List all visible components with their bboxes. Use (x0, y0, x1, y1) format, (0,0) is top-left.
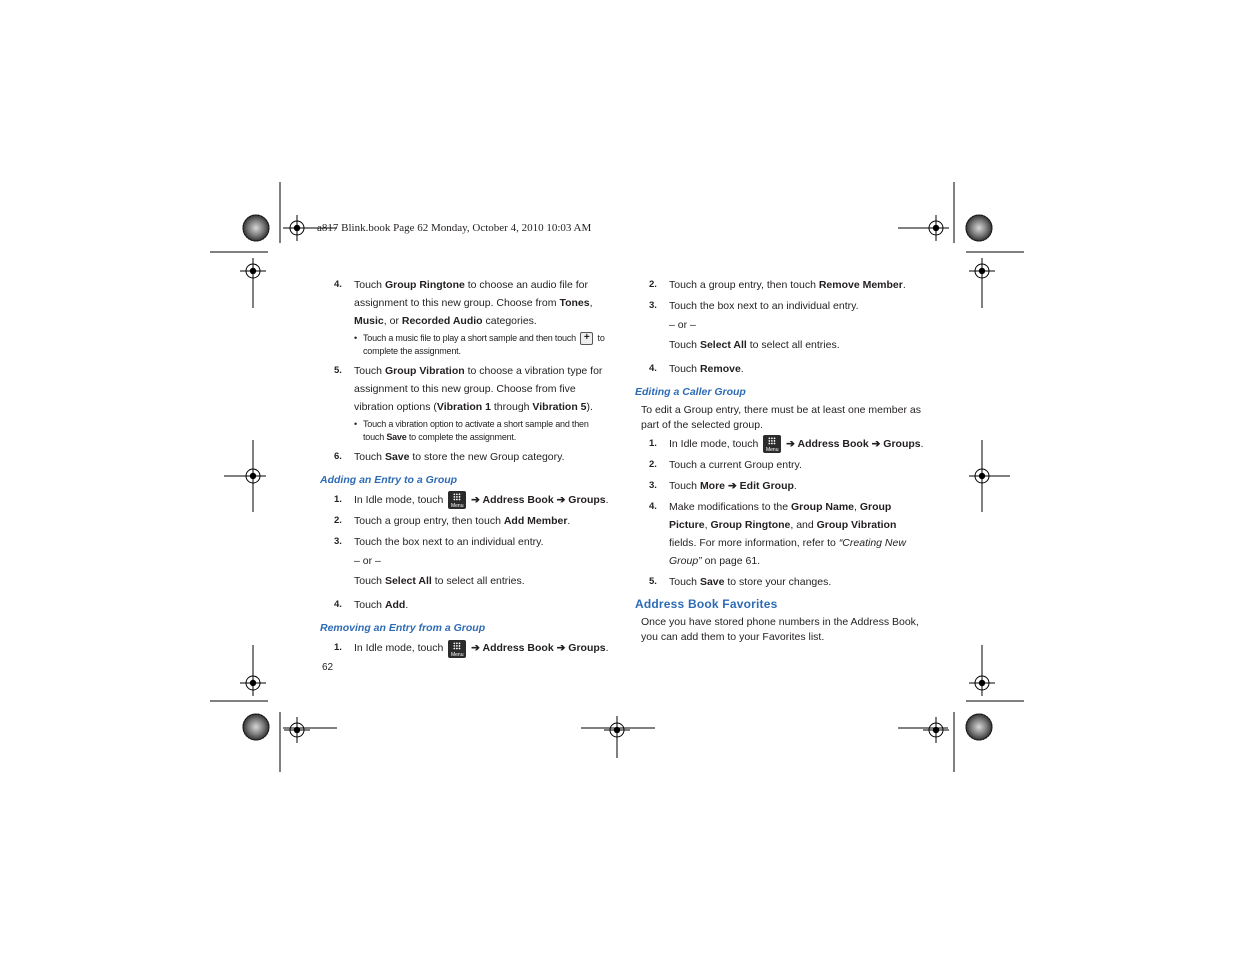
menu-icon: Menu (448, 491, 466, 509)
menu-icon: Menu (448, 640, 466, 658)
editing-step-2: 2. Touch a current Group entry. (649, 459, 802, 472)
page-header: a817 Blink.book Page 62 Monday, October 4, 2010 10:03 AM (317, 222, 592, 234)
editing-intro: To edit a Group entry, there must be at least one member as part of the selected group. (641, 404, 921, 431)
editing-step-4: 4. Make modifications to the Group Name, Group Picture, Group Ringtone, and Group Vibration fields. For more information, refer to “Creating New Group” on page 61. (649, 501, 906, 568)
heading-address-book-favorites: Address Book Favorites (635, 597, 778, 612)
page-number: 62 (322, 662, 334, 673)
remove-step-3: 3. Touch the box next to an individual entry. – or – Touch Select All to select all entries. (649, 300, 859, 351)
adding-step-4: 4. Touch Add. (334, 599, 409, 612)
left-column (320, 276, 610, 658)
removing-step-1: 1. In Idle mode, touch Menu ➔ Address Book ➔ Groups. (320, 639, 610, 657)
adding-step-3: 3. Touch the box next to an individual entry. – or – Touch Select All to select all entries. (334, 536, 544, 588)
heading-editing-group: Editing a Caller Group (635, 386, 746, 398)
remove-step-4: 4. Touch Remove. (649, 363, 744, 375)
step-5-group-vibration: 5. Touch Group Vibration to choose a vibration type for assignment to this new group. Choose from five vibration options (Vibration 1 through Vibration 5). (334, 365, 603, 414)
menu-icon: Menu (763, 435, 781, 453)
editing-step-1: 1. In Idle mode, touch Menu ➔ Address Book ➔ Groups. (635, 435, 925, 453)
editing-step-3: 3. Touch More ➔ Edit Group. (649, 480, 797, 493)
heading-removing-entry: Removing an Entry from a Group (320, 622, 486, 635)
adding-step-1: 1. In Idle mode, touch Menu ➔ Address Book ➔ Groups. (320, 491, 610, 509)
remove-step-2: 2. Touch a group entry, then touch Remove Member. (649, 279, 906, 291)
step-4-group-ringtone: 4. Touch Group Ringtone to choose an audio file for assignment to this new group. Choose from Tones, Music, or Recorded Audio categories. (334, 279, 593, 327)
heading-adding-entry: Adding an Entry to a Group (320, 474, 458, 487)
editing-step-5: 5. Touch Save to store your changes. (649, 576, 832, 589)
step-6-save: 6. Touch Save to store the new Group category. (334, 451, 565, 464)
add-icon: + (580, 332, 593, 345)
favorites-text: Once you have stored phone numbers in the Address Book, you can add them to your Favorites list. (641, 616, 919, 644)
bullet-vibration-sample: • Touch a vibration option to activate a short sample and then touch Save to complete the assignment. (354, 419, 589, 443)
adding-step-2: 2. Touch a group entry, then touch Add Member. (334, 515, 571, 528)
bullet-music-sample: • Touch a music file to play a short sample and then touch + to complete the assignment. (354, 332, 605, 357)
right-column (635, 276, 925, 645)
